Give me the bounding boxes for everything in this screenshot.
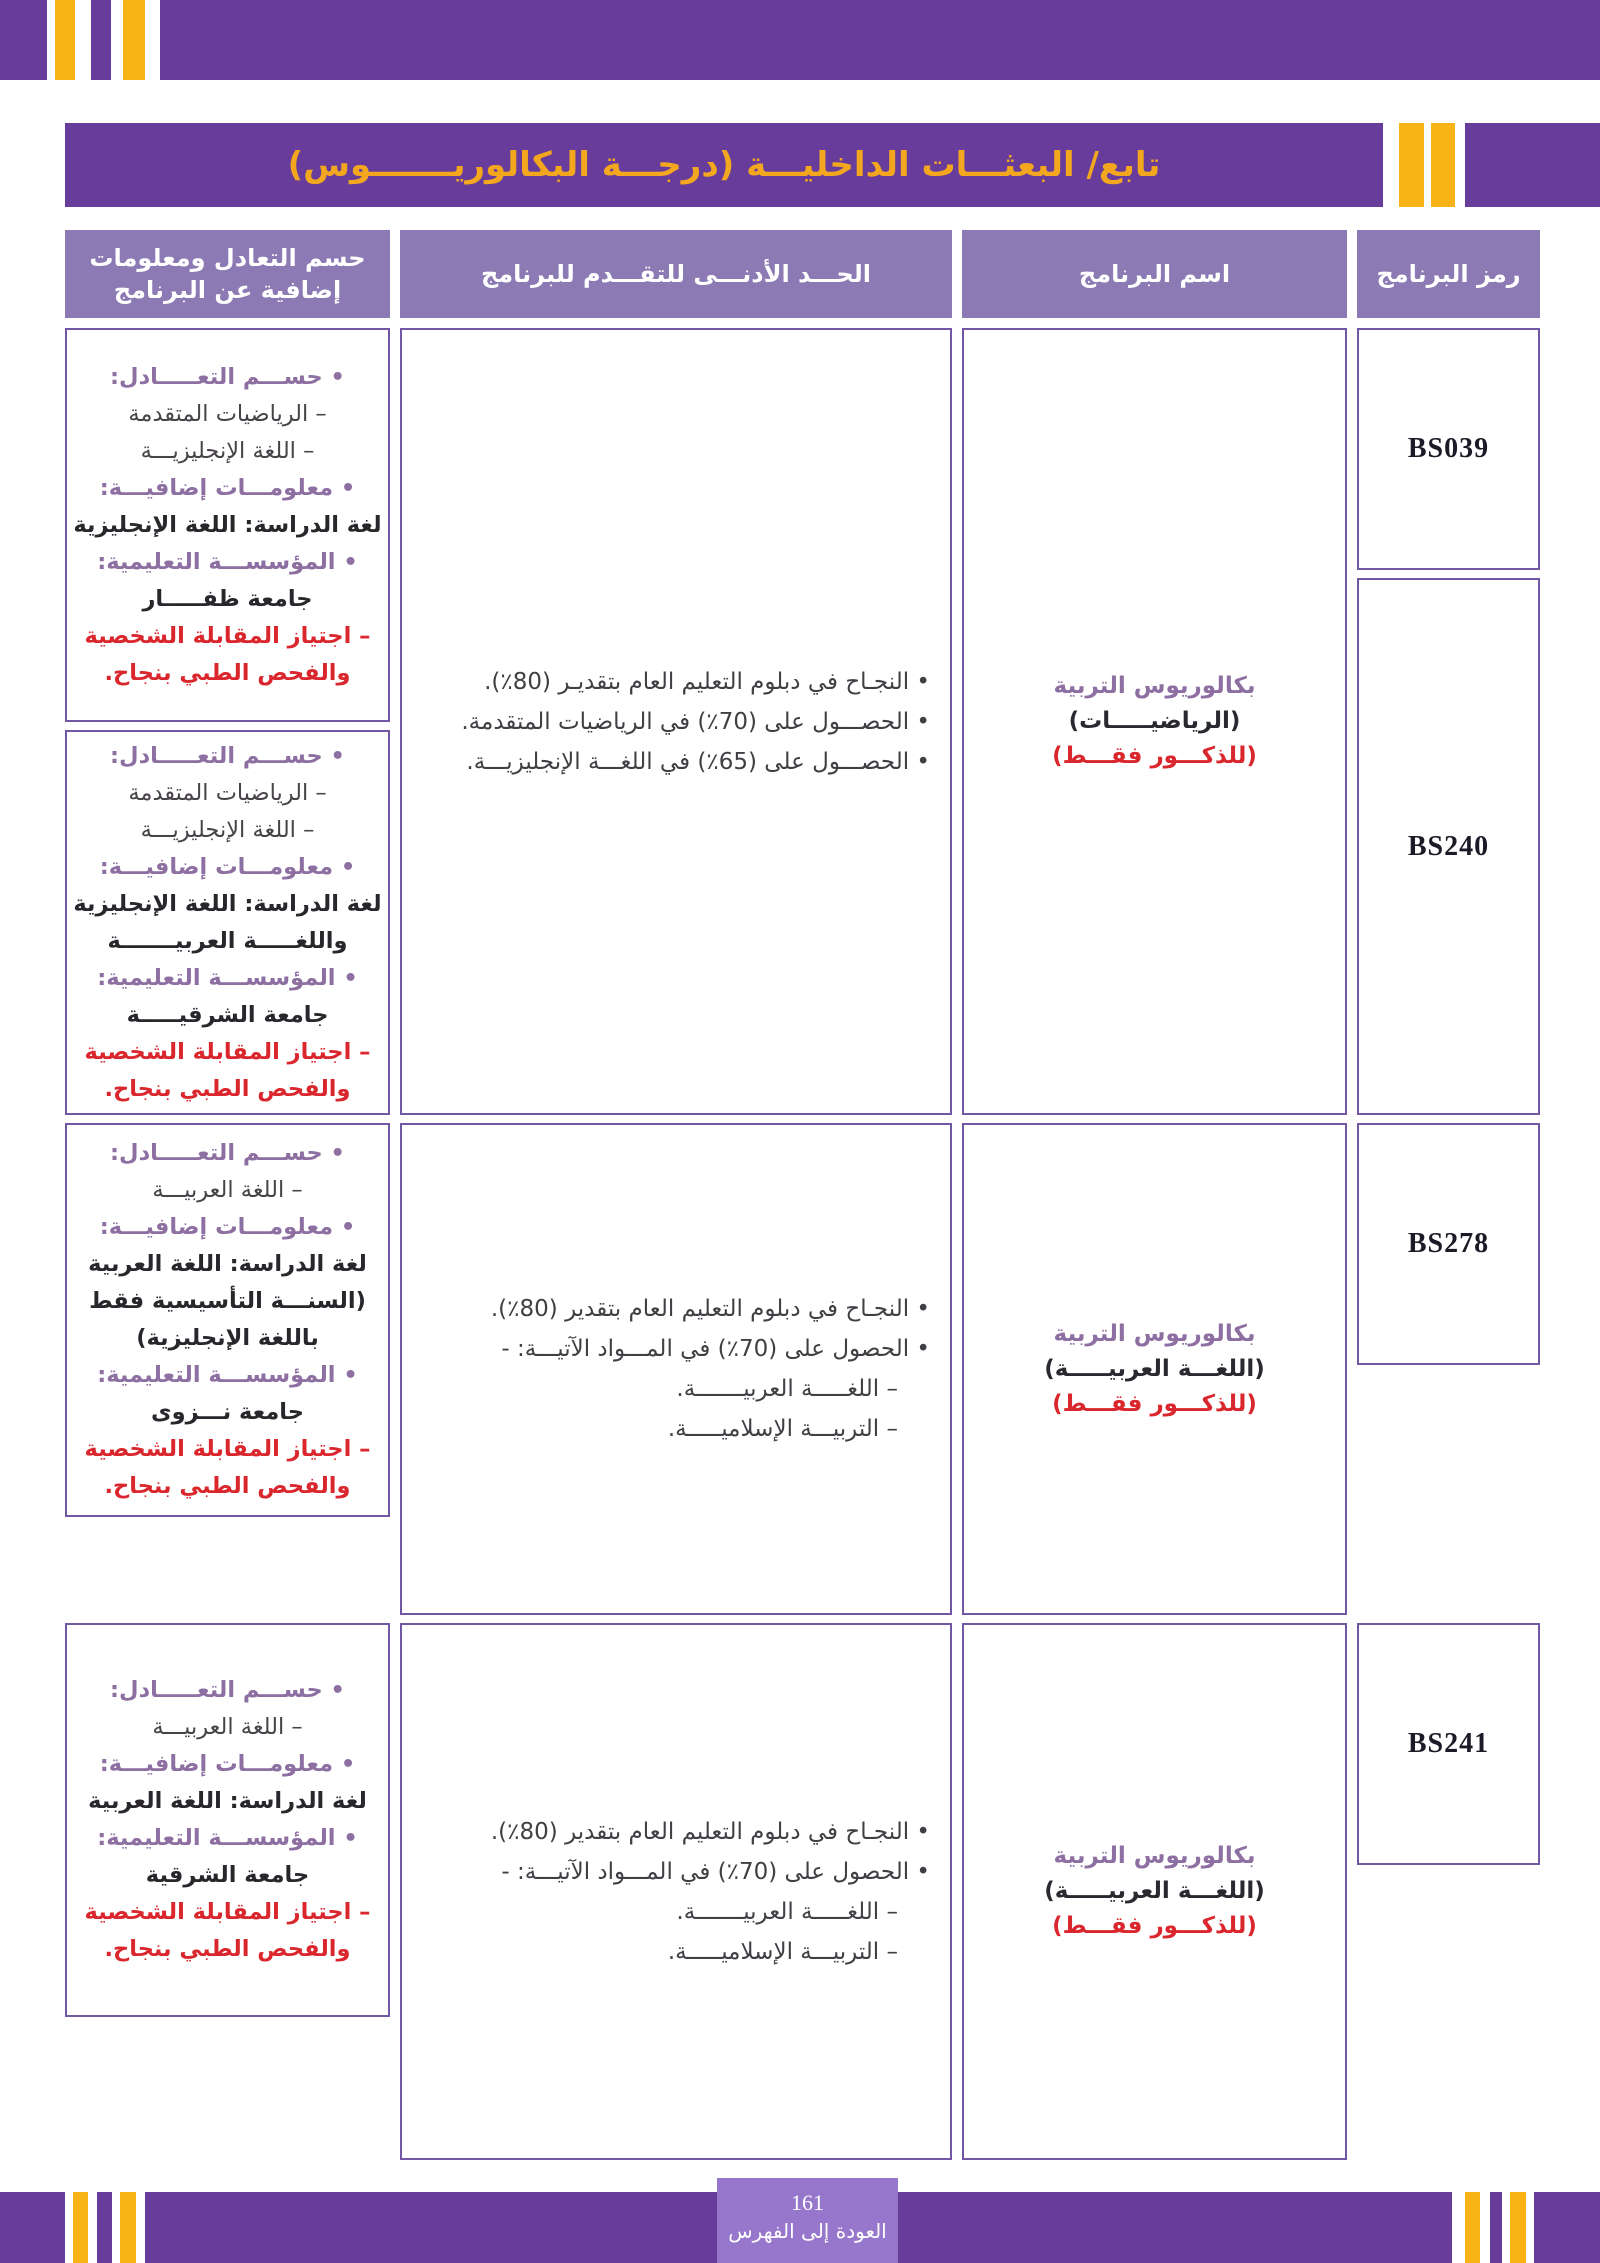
back-to-index-link[interactable]: العودة إلى الفهرس — [728, 2219, 887, 2243]
tiebreak-info-cell — [65, 1123, 390, 1517]
info-line: لغة الدراسة: اللغة العربية — [88, 1251, 367, 1277]
deco-bar-purple — [1534, 2192, 1600, 2263]
info-line: لغة الدراسة: اللغة الإنجليزية — [73, 511, 382, 538]
deco-bar-yellow — [1399, 123, 1424, 207]
program-code-cell — [1357, 578, 1540, 1115]
deco-bar-yellow — [1431, 123, 1455, 207]
info-line: • المؤسســـة التعليمية: — [97, 548, 358, 575]
requirements-cell — [400, 1623, 952, 2160]
info-line: لغة الدراسة: اللغة العربية — [88, 1788, 367, 1814]
info-line: والفحص الطبي بنجاح. — [104, 659, 351, 686]
deco-bar-yellow — [73, 2192, 88, 2263]
info-line: والفحص الطبي بنجاح. — [104, 1473, 351, 1499]
table-body — [65, 328, 1540, 2160]
info-line: جامعة نـــزوى — [151, 1399, 304, 1425]
requirement-line: – اللغـــــة العربيـــــــة. — [676, 1898, 898, 1925]
info-line: – اللغة العربيـــة — [152, 1177, 303, 1203]
program-name-line: (الرياضيـــــات) — [1068, 708, 1241, 734]
program-name-line: بكالوريوس التربية — [1053, 673, 1256, 699]
requirement-line: • الحصـــول على (70٪) في الرياضيات المتقدمة. — [461, 708, 930, 735]
page-title: تابع/ البعثـــات الداخليـــة (درجـــة البكالوريـــــــوس) — [287, 145, 1161, 185]
program-name-column — [962, 1623, 1347, 2160]
info-line: واللغـــــة العربيـــــــة — [107, 927, 348, 954]
deco-bar-yellow — [55, 0, 75, 80]
info-line: جامعة الشرقية — [145, 1862, 310, 1888]
deco-bar-purple — [0, 2192, 65, 2263]
requirement-line: • النجـاح في دبلوم التعليم العام بتقديـر (80٪). — [484, 668, 930, 695]
program-name-cell — [962, 1123, 1347, 1615]
info-line: • حســـم التعـــــادل: — [110, 1140, 345, 1166]
deco-band-top — [160, 0, 1600, 80]
deco-bar-purple — [1465, 123, 1600, 207]
program-code: BS039 — [1407, 433, 1490, 464]
deco-bar-purple — [1490, 2192, 1502, 2263]
program-code-cell — [1357, 1623, 1540, 1865]
info-line: والفحص الطبي بنجاح. — [104, 1075, 351, 1102]
header-program-name: اسم البرنامج — [962, 230, 1347, 318]
info-line: • المؤسســـة التعليمية: — [97, 1825, 358, 1851]
info-line: باللغة الإنجليزية) — [136, 1325, 319, 1351]
program-name-line: (اللغـــة العربيـــــة) — [1044, 1878, 1265, 1904]
info-line: • المؤسســـة التعليمية: — [97, 964, 358, 991]
requirement-line: • الحصول على (70٪) في المـــواد الآتيـــة: - — [501, 1336, 930, 1362]
deco-bar-purple — [91, 0, 111, 80]
tiebreak-info-cell — [65, 328, 390, 722]
info-line: – اللغة الإنجليزيـــة — [140, 816, 315, 843]
deco-bar-purple — [97, 2192, 112, 2263]
table-header-row — [65, 230, 1540, 318]
info-line: – اجتياز المقابلة الشخصية — [84, 1899, 371, 1925]
header-tiebreak-info: حسم التعادل ومعلومات إضافية عن البرنامج — [65, 230, 390, 318]
info-line: • حســـم التعـــــادل: — [110, 1677, 345, 1703]
header-minimum-requirements: الحـــد الأدنـــى للتقـــدم للبرنامج — [400, 230, 952, 318]
requirement-line: – اللغـــــة العربيـــــــة. — [676, 1376, 898, 1402]
program-name-line: (للذكـــور فقـــط) — [1052, 743, 1257, 769]
info-line: – اجتياز المقابلة الشخصية — [84, 1436, 371, 1462]
requirements-cell — [400, 328, 952, 1115]
tiebreak-info-column — [65, 1623, 390, 2160]
program-code-cell — [1357, 328, 1540, 570]
requirement-line: – التربيـــة الإسلاميـــــة. — [667, 1416, 898, 1442]
info-line: • معلومـــات إضافيـــة: — [99, 1751, 356, 1777]
program-name-line: (اللغـــة العربيـــــة) — [1044, 1355, 1265, 1382]
info-line: • المؤسســـة التعليمية: — [97, 1362, 358, 1388]
program-code-column — [1357, 328, 1540, 1115]
info-line: • معلومـــات إضافيـــة: — [99, 1214, 356, 1240]
requirement-line: • الحصـــول على (65٪) في اللغـــة الإنجليزيـــة. — [466, 748, 930, 775]
info-line: لغة الدراسة: اللغة الإنجليزية — [73, 890, 382, 917]
program-name-line: بكالوريوس التربية — [1053, 1320, 1256, 1347]
program-code-cell — [1357, 1123, 1540, 1365]
program-code-column — [1357, 1623, 1540, 2160]
requirement-line: • النجـاح في دبلوم التعليم العام بتقدير (80٪). — [490, 1818, 930, 1845]
tiebreak-info-column — [65, 1123, 390, 1615]
program-code-column — [1357, 1123, 1540, 1615]
program-name-line: (للذكـــور فقـــط) — [1052, 1913, 1257, 1939]
page-title-banner — [65, 123, 1383, 207]
requirement-line: • النجـاح في دبلوم التعليم العام بتقدير (80٪). — [490, 1296, 930, 1322]
requirements-column — [400, 1123, 952, 1615]
deco-bar-yellow — [120, 2192, 136, 2263]
deco-bar-yellow — [1465, 2192, 1480, 2263]
footer-page-tab — [717, 2178, 898, 2263]
program-name-line: بكالوريوس التربية — [1053, 1843, 1256, 1869]
info-line: • معلومـــات إضافيـــة: — [99, 853, 356, 880]
program-code: BS240 — [1407, 830, 1490, 862]
tiebreak-info-cell — [65, 730, 390, 1115]
programs-table — [65, 230, 1540, 2160]
deco-bar-yellow — [123, 0, 145, 80]
table-row-group — [65, 1623, 1540, 2160]
info-line: جامعة ظفـــــار — [142, 585, 313, 612]
info-line: جامعة الشرقيـــــة — [126, 1001, 329, 1028]
requirements-column — [400, 328, 952, 1115]
requirements-column — [400, 1623, 952, 2160]
page-number: 161 — [791, 2190, 824, 2215]
header-program-code: رمز البرنامج — [1357, 230, 1540, 318]
info-line: – اجتياز المقابلة الشخصية — [84, 1038, 371, 1065]
deco-bar-purple — [0, 0, 47, 80]
program-name-column — [962, 1123, 1347, 1615]
program-name-line: (للذكـــور فقـــط) — [1052, 1390, 1257, 1417]
program-code: BS278 — [1407, 1228, 1490, 1259]
info-line: والفحص الطبي بنجاح. — [104, 1936, 351, 1962]
program-name-column — [962, 328, 1347, 1115]
info-line: • حســـم التعـــــادل: — [110, 363, 345, 390]
table-row-group — [65, 328, 1540, 1115]
info-line: – الرياضيات المتقدمة — [128, 400, 327, 427]
requirement-line: • الحصول على (70٪) في المـــواد الآتيـــة: - — [501, 1858, 930, 1885]
requirement-line: – التربيـــة الإسلاميـــــة. — [667, 1938, 898, 1965]
info-line: • حســـم التعـــــادل: — [110, 742, 345, 769]
info-line: (السنـــة التأسيسية فقط — [89, 1288, 366, 1314]
program-name-cell — [962, 1623, 1347, 2160]
info-line: • معلومـــات إضافيـــة: — [99, 474, 356, 501]
info-line: – الرياضيات المتقدمة — [128, 779, 327, 806]
info-line: – اجتياز المقابلة الشخصية — [84, 622, 371, 649]
program-name-cell — [962, 328, 1347, 1115]
table-row-group — [65, 1123, 1540, 1615]
requirements-cell — [400, 1123, 952, 1615]
info-line: – اللغة الإنجليزيـــة — [140, 437, 315, 464]
info-line: – اللغة العربيـــة — [152, 1714, 303, 1740]
tiebreak-info-cell — [65, 1623, 390, 2017]
deco-bar-yellow — [1510, 2192, 1526, 2263]
tiebreak-info-column — [65, 328, 390, 1115]
program-code: BS241 — [1407, 1728, 1490, 1759]
